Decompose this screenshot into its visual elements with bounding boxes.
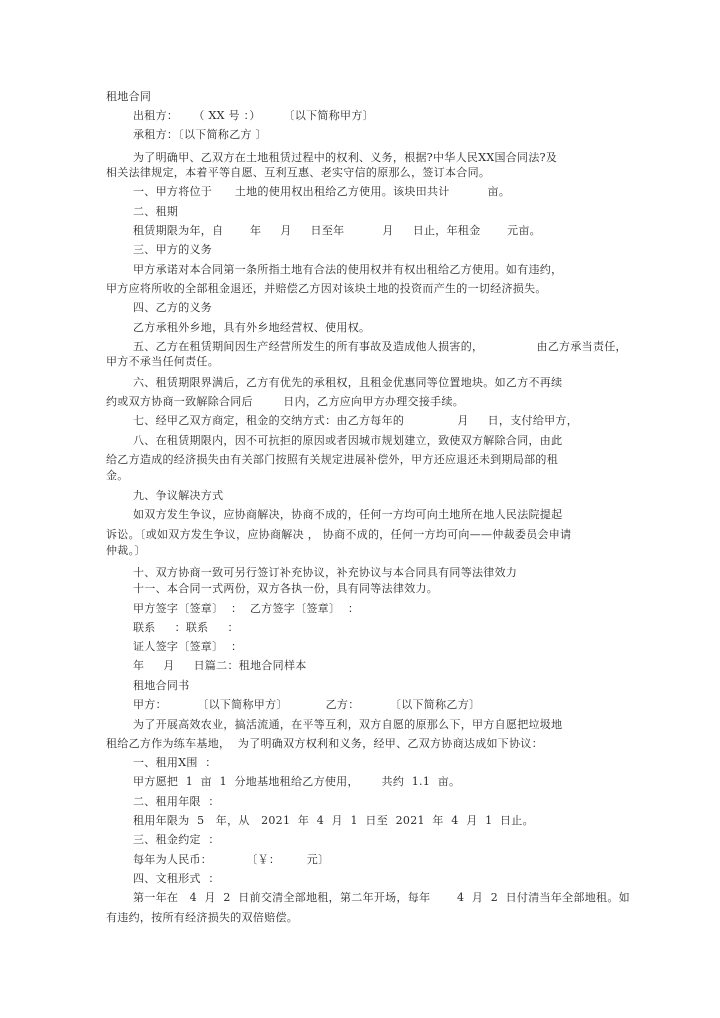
heading-lease-term: 二、租期 (133, 205, 179, 218)
contact-line: 联系 ：联系 ： (133, 621, 239, 634)
preamble-line-1: 为了明确甲、乙双方在土地租赁过程中的权利、义务，根据?中华人民XX国合同法?及 (133, 151, 558, 164)
heading-payment-form: 四、文租形式 ： (133, 872, 220, 885)
witness-signature-line: 证人签字〔签章〕 ： (133, 640, 243, 653)
clause-5-line-2: 甲方不承当任何责任。 (106, 355, 219, 368)
clause-6-line-2: 约或双方协商一致解除合同后 日内，乙方应向甲方办理交接手续。 (106, 395, 465, 408)
sample-title: 租地合同书 (133, 679, 190, 692)
lessee-line: 承租方：〔以下简称乙方 〕 (133, 128, 267, 141)
heading-dispute: 九、争议解决方式 (133, 489, 224, 502)
party-a-duties-line-2: 甲方应将所收的全部租金退还，并赔偿乙方因对该块土地的投资而产生的一切经济损失。 (106, 282, 547, 295)
clause-8-line-2: 给乙方造成的经济损失由有关部门按照有关规定进展补偿外，甲方还应退还未到期局部的租 (106, 453, 558, 466)
heading-party-a-duties: 三、甲方的义务 (133, 243, 213, 256)
dispute-line-3: 仲裁。〕 (106, 544, 146, 557)
heading-term: 二、租用年限 ： (133, 795, 220, 808)
clause-10: 十、双方协商一致可另行签订补充协议，补充协议与本合同具有同等法律效力 (133, 566, 518, 579)
signature-line: 甲方签字〔签章〕 ： 乙方签字〔签章〕 ： (133, 602, 360, 615)
clause-11: 十一、本合同一式两份，双方各执一份，具有同等法律效力。 (133, 582, 439, 595)
preamble-line-2: 相关法律规定，本着平等自愿、互利互惠、老实守信的原那么，签订本合同。 (106, 166, 491, 179)
rent-line: 每年为人民币： 〔￥： 元〕 (133, 853, 330, 866)
heading-scope: 一、租用Ⅹ围 ： (133, 756, 217, 769)
sample-parties-line: 甲方： 〔以下简称甲方〕 乙方： 〔以下简称乙方〕 (133, 698, 481, 711)
clause-6-line-1: 六、租赁期限界满后，乙方有优先的承租权，且租金优惠同等位置地块。如乙方不再续 (133, 376, 563, 389)
heading-rent: 三、租金约定 ： (133, 833, 220, 846)
clause-8-line-1: 八、在租赁期限内，因不可抗拒的原因或者因城市规划建立，致使双方解除合同，由此 (133, 434, 563, 447)
dispute-line-1: 如双方发生争议，应协商解决，协商不成的，任何一方均可向土地所在地人民法院提起 (133, 508, 563, 521)
heading-party-b-duties: 四、乙方的义务 (133, 301, 213, 314)
term-line: 租用年限为 5 年，从 2021 年 4 月 1 日至 2021 年 4 月 1 日止。 (133, 814, 534, 827)
sample-preamble-line-2: 租给乙方作为练车基地， 为了明确双方权利和义务，经甲、乙双方协商达成如下协议： (106, 737, 543, 750)
payment-line-1: 第一年在 4 月 2 日前交清全部地租，第二年开场，每年 4 月 2 日付清当年全部地租。如 (133, 891, 630, 904)
clause-8-line-3: 金。 (106, 469, 129, 482)
party-b-duties-line: 乙方承租外乡地，具有外乡地经营权、使用权。 (133, 321, 371, 334)
dispute-line-2: 诉讼。〔或如双方发生争议，应协商解决 ， 协商不成的，任何一方均可向——仲裁委员会申请 (106, 528, 572, 541)
date-and-part-2-heading: 年 月 日篇二：租地合同样本 (133, 659, 307, 672)
scope-line: 甲方愿把 1 亩 1 分地基地租给乙方使用， 共约 1.1 亩。 (133, 775, 461, 788)
clause-5-line-1: 五、乙方在租赁期间因生产经营所发生的所有事故及造成他人损害的， 由乙方承当责任， (133, 340, 627, 353)
payment-line-2: 有违约，按所有经济损失的双倍赔偿。 (106, 911, 299, 924)
clause-7-line: 七、经甲乙双方商定，租金的交纳方式：由乙方每年的 月 日，支付给甲方， (133, 414, 579, 427)
clause-1: 一、甲方将位于 土地的使用权出租给乙方使用。该块田共计 亩。 (133, 185, 511, 198)
document-title: 租地合同 (106, 90, 152, 103)
lease-term-line: 租赁期限为年，自 年 月 日至年 月 日止，年租金 元亩。 (133, 224, 541, 237)
party-a-duties-line-1: 甲方承诺对本合同第一条所指土地有合法的使用权并有权出租给乙方使用。如有违约， (133, 263, 563, 276)
sample-preamble-line-1: 为了开展高效农业，搞活流通，在平等互利，双方自愿的原那么下，甲方自愿把垃圾地 (133, 718, 563, 731)
lessor-line: 出租方： （ XX 号 ：） 〔以下简称甲方〕 (133, 109, 374, 122)
